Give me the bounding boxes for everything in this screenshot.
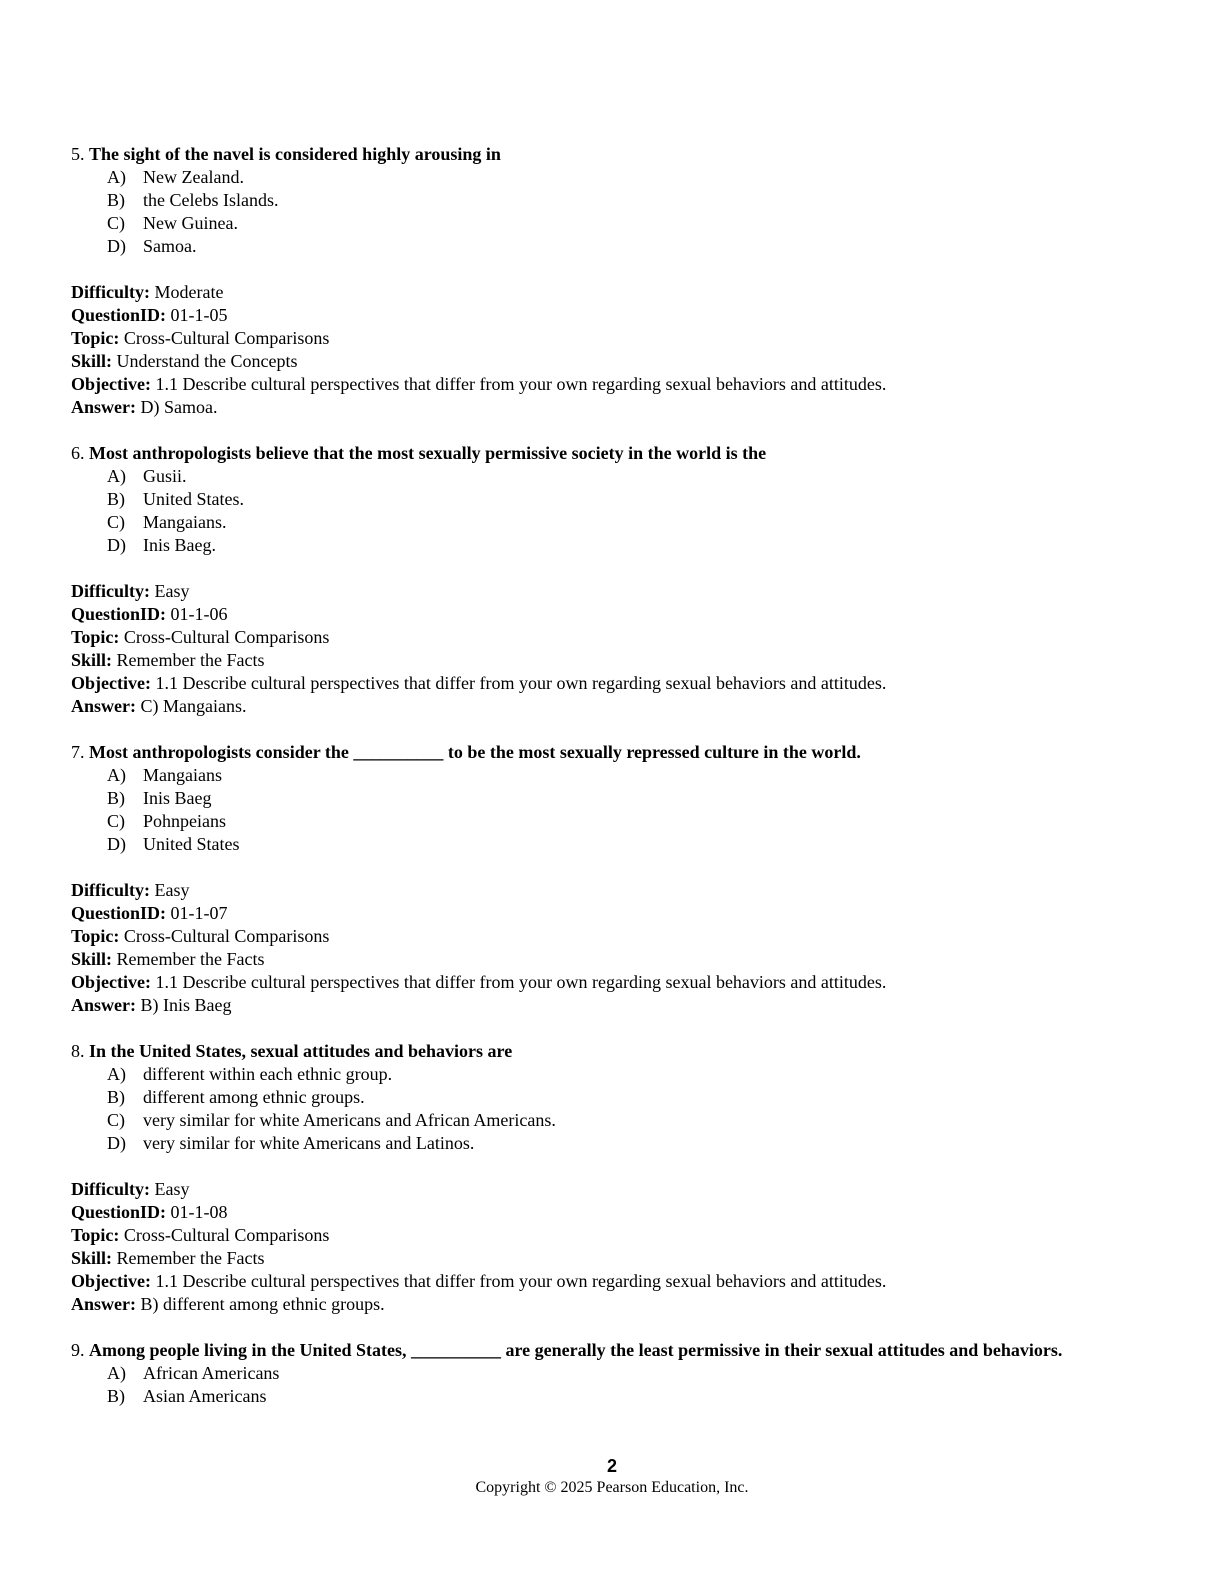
question-block	[71, 143, 1081, 419]
option-text: Mangaians	[143, 765, 222, 785]
skill-value: Remember the Facts	[116, 650, 265, 670]
question-stem	[71, 1339, 1081, 1362]
option-text: Gusii.	[143, 466, 187, 486]
answer-options	[71, 465, 1081, 557]
question-number: 9.	[71, 1340, 85, 1360]
objective-value: 1.1 Describe cultural perspectives that differ from your own regarding sexual behaviors and attitudes.	[155, 972, 887, 992]
question-number: 7.	[71, 742, 85, 762]
option-letter: B)	[107, 1087, 125, 1107]
answer-label: Answer:	[71, 696, 136, 716]
answer-options	[71, 764, 1081, 856]
option-letter: A)	[107, 466, 126, 486]
page-footer	[0, 1455, 1224, 1499]
option-letter: A)	[107, 167, 126, 187]
answer-label: Answer:	[71, 995, 136, 1015]
question-metadata	[71, 879, 1081, 1017]
answer-option	[71, 465, 1081, 488]
question-stem	[71, 741, 1081, 764]
topic-label: Topic:	[71, 1225, 120, 1245]
objective-line	[71, 672, 1081, 695]
objective-value: 1.1 Describe cultural perspectives that differ from your own regarding sexual behaviors and attitudes.	[155, 1271, 887, 1291]
question-number: 5.	[71, 144, 85, 164]
question-text: The sight of the navel is considered highly arousing in	[89, 144, 501, 164]
answer-option	[71, 1109, 1081, 1132]
difficulty-label: Difficulty:	[71, 581, 150, 601]
difficulty-line	[71, 580, 1081, 603]
answer-option	[71, 1132, 1081, 1155]
option-letter: A)	[107, 1363, 126, 1383]
option-text: the Celebs Islands.	[143, 190, 279, 210]
option-text: very similar for white Americans and African Americans.	[143, 1110, 556, 1130]
objective-label: Objective:	[71, 374, 151, 394]
option-text: United States	[143, 834, 240, 854]
topic-value: Cross-Cultural Comparisons	[123, 328, 330, 348]
answer-options	[71, 1362, 1081, 1408]
answer-label: Answer:	[71, 397, 136, 417]
answer-label: Answer:	[71, 1294, 136, 1314]
option-text: New Zealand.	[143, 167, 244, 187]
option-letter: C)	[107, 811, 125, 831]
difficulty-label: Difficulty:	[71, 282, 150, 302]
topic-line	[71, 925, 1081, 948]
objective-label: Objective:	[71, 972, 151, 992]
option-letter: D)	[107, 1133, 126, 1153]
questionid-value: 01-1-07	[170, 903, 228, 923]
option-text: Asian Americans	[143, 1386, 267, 1406]
objective-value: 1.1 Describe cultural perspectives that differ from your own regarding sexual behaviors and attitudes.	[155, 374, 887, 394]
option-text: Inis Baeg.	[143, 535, 216, 555]
skill-label: Skill:	[71, 650, 113, 670]
option-letter: B)	[107, 190, 125, 210]
difficulty-value: Moderate	[154, 282, 224, 302]
option-text: different within each ethnic group.	[143, 1064, 393, 1084]
topic-value: Cross-Cultural Comparisons	[123, 926, 330, 946]
answer-option	[71, 534, 1081, 557]
skill-line	[71, 1247, 1081, 1270]
difficulty-value: Easy	[154, 581, 190, 601]
objective-label: Objective:	[71, 1271, 151, 1291]
difficulty-label: Difficulty:	[71, 880, 150, 900]
skill-line	[71, 948, 1081, 971]
question-stem	[71, 1040, 1081, 1063]
topic-label: Topic:	[71, 328, 120, 348]
answer-option	[71, 787, 1081, 810]
question-block	[71, 1339, 1081, 1408]
questionid-label: QuestionID:	[71, 903, 167, 923]
questionid-value: 01-1-06	[170, 604, 228, 624]
option-letter: D)	[107, 535, 126, 555]
answer-value: B) different among ethnic groups.	[140, 1294, 385, 1314]
answer-line	[71, 1293, 1081, 1316]
objective-line	[71, 1270, 1081, 1293]
topic-line	[71, 327, 1081, 350]
option-letter: A)	[107, 765, 126, 785]
option-letter: C)	[107, 512, 125, 532]
answer-options	[71, 1063, 1081, 1155]
answer-option	[71, 212, 1081, 235]
questionid-label: QuestionID:	[71, 1202, 167, 1222]
skill-label: Skill:	[71, 351, 113, 371]
answer-value: C) Mangaians.	[140, 696, 247, 716]
question-text: In the United States, sexual attitudes and behaviors are	[89, 1041, 513, 1061]
difficulty-line	[71, 1178, 1081, 1201]
questionid-line	[71, 1201, 1081, 1224]
question-number: 8.	[71, 1041, 85, 1061]
skill-value: Remember the Facts	[116, 1248, 265, 1268]
skill-line	[71, 649, 1081, 672]
answer-option	[71, 1063, 1081, 1086]
answer-option	[71, 488, 1081, 511]
objective-line	[71, 971, 1081, 994]
questionid-line	[71, 902, 1081, 925]
difficulty-line	[71, 879, 1081, 902]
answer-option	[71, 810, 1081, 833]
option-text: very similar for white Americans and Latinos.	[143, 1133, 475, 1153]
answer-option	[71, 1362, 1081, 1385]
answer-line	[71, 695, 1081, 718]
questionid-value: 01-1-08	[170, 1202, 228, 1222]
option-text: Pohnpeians	[143, 811, 226, 831]
answer-value: B) Inis Baeg	[140, 995, 232, 1015]
option-letter: C)	[107, 213, 125, 233]
option-text: Inis Baeg	[143, 788, 212, 808]
option-letter: B)	[107, 788, 125, 808]
answer-option	[71, 764, 1081, 787]
skill-line	[71, 350, 1081, 373]
objective-line	[71, 373, 1081, 396]
topic-value: Cross-Cultural Comparisons	[123, 627, 330, 647]
question-block	[71, 1040, 1081, 1316]
answer-option	[71, 235, 1081, 258]
option-letter: A)	[107, 1064, 126, 1084]
option-letter: B)	[107, 489, 125, 509]
skill-label: Skill:	[71, 949, 113, 969]
topic-label: Topic:	[71, 627, 120, 647]
objective-value: 1.1 Describe cultural perspectives that differ from your own regarding sexual behaviors and attitudes.	[155, 673, 887, 693]
skill-value: Remember the Facts	[116, 949, 265, 969]
answer-value: D) Samoa.	[140, 397, 218, 417]
option-letter: D)	[107, 236, 126, 256]
difficulty-value: Easy	[154, 1179, 190, 1199]
question-text: Most anthropologists consider the __________ to be the most sexually repressed culture in the world.	[89, 742, 861, 762]
difficulty-label: Difficulty:	[71, 1179, 150, 1199]
question-stem	[71, 143, 1081, 166]
difficulty-value: Easy	[154, 880, 190, 900]
option-text: different among ethnic groups.	[143, 1087, 365, 1107]
option-text: Mangaians.	[143, 512, 227, 532]
question-metadata	[71, 281, 1081, 419]
topic-line	[71, 1224, 1081, 1247]
answer-option	[71, 166, 1081, 189]
question-number: 6.	[71, 443, 85, 463]
copyright-notice: Copyright © 2025 Pearson Education, Inc.	[475, 1479, 749, 1496]
question-metadata	[71, 1178, 1081, 1316]
question-block	[71, 741, 1081, 1017]
questionid-label: QuestionID:	[71, 604, 167, 624]
option-text: New Guinea.	[143, 213, 238, 233]
answer-option	[71, 833, 1081, 856]
option-text: United States.	[143, 489, 244, 509]
question-list	[71, 143, 1081, 1431]
option-text: Samoa.	[143, 236, 197, 256]
questionid-value: 01-1-05	[170, 305, 228, 325]
questionid-line	[71, 603, 1081, 626]
topic-label: Topic:	[71, 926, 120, 946]
option-letter: D)	[107, 834, 126, 854]
answer-line	[71, 994, 1081, 1017]
question-block	[71, 442, 1081, 718]
option-letter: B)	[107, 1386, 125, 1406]
answer-line	[71, 396, 1081, 419]
difficulty-line	[71, 281, 1081, 304]
topic-value: Cross-Cultural Comparisons	[123, 1225, 330, 1245]
page-number: 2	[606, 1456, 617, 1476]
question-metadata	[71, 580, 1081, 718]
questionid-label: QuestionID:	[71, 305, 167, 325]
answer-option	[71, 511, 1081, 534]
answer-options	[71, 166, 1081, 258]
objective-label: Objective:	[71, 673, 151, 693]
option-letter: C)	[107, 1110, 125, 1130]
question-text: Among people living in the United States, __________ are generally the least permissive in their sexual attitudes and behaviors.	[89, 1340, 1063, 1360]
questionid-line	[71, 304, 1081, 327]
question-stem	[71, 442, 1081, 465]
skill-value: Understand the Concepts	[116, 351, 298, 371]
topic-line	[71, 626, 1081, 649]
option-text: African Americans	[143, 1363, 280, 1383]
answer-option	[71, 1385, 1081, 1408]
skill-label: Skill:	[71, 1248, 113, 1268]
answer-option	[71, 1086, 1081, 1109]
question-text: Most anthropologists believe that the most sexually permissive society in the world is the	[89, 443, 767, 463]
answer-option	[71, 189, 1081, 212]
